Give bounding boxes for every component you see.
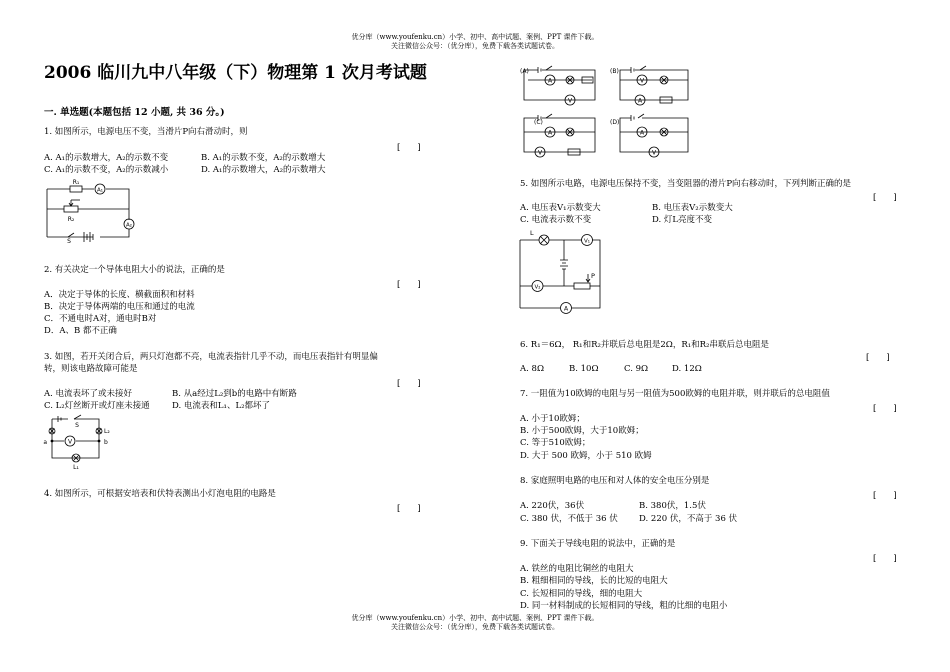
q2-option-a: A．决定于导体的长度、横截面积和材料 <box>44 290 195 300</box>
q7-option-b: B. 小于500欧姆，大于10欧姆； <box>520 426 644 436</box>
q4-label-d: (D) <box>610 119 620 126</box>
q4d-ammeter-label: A <box>639 129 645 137</box>
q8-answer-bracket[interactable]: [ ] <box>873 491 897 501</box>
q6-stem: 6. R₁＝6Ω， R₁和R₂并联后总电阻是2Ω，R₁和R₂串联后总电阻是 <box>520 340 769 350</box>
q2-stem: 2. 有关决定一个导体电阻大小的说法，正确的是 <box>44 265 225 275</box>
q8-option-b: B. 380伏，1.5伏 <box>639 501 706 511</box>
q5-option-b: B. 电压表V₂示数变大 <box>652 203 733 213</box>
q1-label-a1: A₁ <box>97 187 103 194</box>
q3-label-l1: L₁ <box>73 464 79 471</box>
q3-option-a: A. 电流表坏了或未接好 <box>44 389 133 399</box>
q7-stem: 7. 一阻值为10欧姆的电阻与另一阻值为500欧姆的电阻并联，则并联后的总电阻值 <box>520 389 830 399</box>
q9-option-c: C. 长短相同的导线，细的电阻大 <box>520 589 643 599</box>
q5-label-v2: V₂ <box>534 284 541 291</box>
q3-option-d: D. 电流表和L₁、L₂都坏了 <box>172 401 271 411</box>
q4-circuit-diagrams <box>520 60 695 160</box>
section-heading: 一. 单选题(本题包括 12 小题, 共 36 分。) <box>44 107 225 118</box>
q1-option-d: D. A₁的示数增大，A₂的示数增大 <box>201 165 326 175</box>
q3-option-c: C. L₂灯丝断开或灯座未接通 <box>44 401 150 411</box>
q5-label-p: P <box>591 272 595 280</box>
q7-answer-bracket[interactable]: [ ] <box>873 404 897 414</box>
q1-answer-bracket[interactable]: [ ] <box>397 143 421 153</box>
q5-option-a: A. 电压表V₁示数变大 <box>520 203 601 213</box>
q3-label-s: S <box>75 422 79 429</box>
q1-label-a2: A₂ <box>126 222 132 229</box>
page-title: 2006 临川九中八年级（下）物理第 1 次月考试题 <box>44 63 427 83</box>
q3-answer-bracket[interactable]: [ ] <box>397 379 421 389</box>
q2-option-b: B．决定于导体两端的电压和通过的电流 <box>44 302 195 312</box>
q9-option-a: A. 铁丝的电阻比铜丝的电阻大 <box>520 564 634 574</box>
q1-option-a: A. A₁的示数增大，A₂的示数不变 <box>44 153 169 163</box>
q5-label-v1: V₁ <box>584 238 590 245</box>
q7-option-a: A. 小于10欧姆； <box>520 414 585 424</box>
q3-label-l2: L₂ <box>104 428 110 435</box>
q1-label-r1: R₁ <box>72 179 80 186</box>
q8-option-a: A. 220伏，36伏 <box>520 501 585 511</box>
q1-label-s: S <box>67 238 71 245</box>
q2-option-c: C．不通电时A对，通电时B对 <box>44 314 157 324</box>
q9-option-b: B. 粗细相同的导线，长的比短的电阻大 <box>520 576 668 586</box>
q1-option-b: B. A₁的示数不变，A₂的示数增大 <box>201 153 326 163</box>
q6-option-c: C. 9Ω <box>624 364 649 374</box>
q9-stem: 9. 下面关于导线电阻的说法中，正确的是 <box>520 539 676 549</box>
q5-label-ammeter: A <box>563 305 569 313</box>
q6-option-a: A. 8Ω <box>520 364 544 374</box>
q4b-voltmeter-label: V <box>639 77 645 85</box>
q5-option-c: C. 电流表示数不变 <box>520 215 592 225</box>
footer-line-2: 关注微信公众号：（优分库），免费下载各类试题试卷。 <box>391 623 559 631</box>
q4-stem: 4. 如图所示，可根据安培表和伏特表测出小灯泡电阻的电路是 <box>44 489 276 499</box>
q4c-ammeter-label: A <box>547 129 553 137</box>
q4-label-c: (C) <box>534 119 543 126</box>
q4b-ammeter-label: A <box>637 97 643 105</box>
q8-stem: 8. 家庭照明电路的电压和对人体的安全电压分别是 <box>520 476 710 486</box>
q2-answer-bracket[interactable]: [ ] <box>397 280 421 290</box>
q3-circuit-diagram <box>44 413 114 471</box>
q9-option-d: D. 同一材料制成的长短相同的导线，粗的比细的电阻小 <box>520 601 728 611</box>
q1-circuit-diagram <box>44 178 144 244</box>
q3-option-b: B. 从a经过L₂到b的电路中有断路 <box>172 389 297 399</box>
q8-option-d: D. 220 伏，不高于 36 伏 <box>639 514 738 524</box>
header-line-2: 关注微信公众号：（优分库），免费下载各类试题试卷。 <box>391 42 559 50</box>
q4d-voltmeter-label: V <box>651 149 657 157</box>
q5-stem: 5. 如图所示电路，电源电压保持不变，当变阻器的滑片P向右移动时，下列判断正确的是 <box>520 179 852 189</box>
q1-stem: 1. 如图所示，电源电压不变，当滑片P向右滑动时，则 <box>44 127 248 137</box>
header-line-1: 优分库（www.youfenku.cn）小学、初中、高中试题、案例、PPT 课件下载。 <box>351 33 599 41</box>
q8-option-c: C. 380 伏，不低于 36 伏 <box>520 514 618 524</box>
q5-option-d: D. 灯L亮度不变 <box>652 215 713 225</box>
q5-label-l: L <box>530 229 534 237</box>
q7-option-c: C. 等于510欧姆； <box>520 438 591 448</box>
q4-label-b: (B) <box>610 68 619 75</box>
q6-option-d: D. 12Ω <box>672 364 702 374</box>
q4-label-a: (A) <box>520 68 529 75</box>
q3-label-a: a <box>43 439 47 446</box>
q3-stem-line-1: 3. 如图，若开关闭合后，两只灯泡都不亮，电流表指针几乎不动，而电压表指针有明显偏 <box>44 352 378 362</box>
q4a-ammeter-label: A <box>547 77 553 85</box>
q3-label-b: b <box>104 439 108 446</box>
footer-line-1: 优分库（www.youfenku.cn）小学、初中、高中试题、案例、PPT 课件下载。 <box>351 614 599 622</box>
q1-label-r2: R₂ <box>67 216 75 223</box>
q1-option-c: C. A₁的示数不变，A₂的示数减小 <box>44 165 169 175</box>
q4c-voltmeter-label: V <box>537 149 543 157</box>
q4-answer-bracket[interactable]: [ ] <box>397 504 421 514</box>
q7-option-d: D. 大于 500 欧姆，小于 510 欧姆 <box>520 451 652 461</box>
q4a-voltmeter-label: V <box>567 97 573 105</box>
q9-answer-bracket[interactable]: [ ] <box>873 554 897 564</box>
q6-option-b: B. 10Ω <box>569 364 599 374</box>
q3-stem-line-2: 转，则该电路故障可能是 <box>44 364 138 374</box>
q6-answer-bracket[interactable]: [ ] <box>866 353 890 363</box>
q5-circuit-diagram <box>518 228 608 312</box>
q2-option-d: D．A、B 都不正确 <box>44 326 117 336</box>
q3-label-v: V <box>67 438 73 446</box>
q5-answer-bracket[interactable]: [ ] <box>873 193 897 203</box>
